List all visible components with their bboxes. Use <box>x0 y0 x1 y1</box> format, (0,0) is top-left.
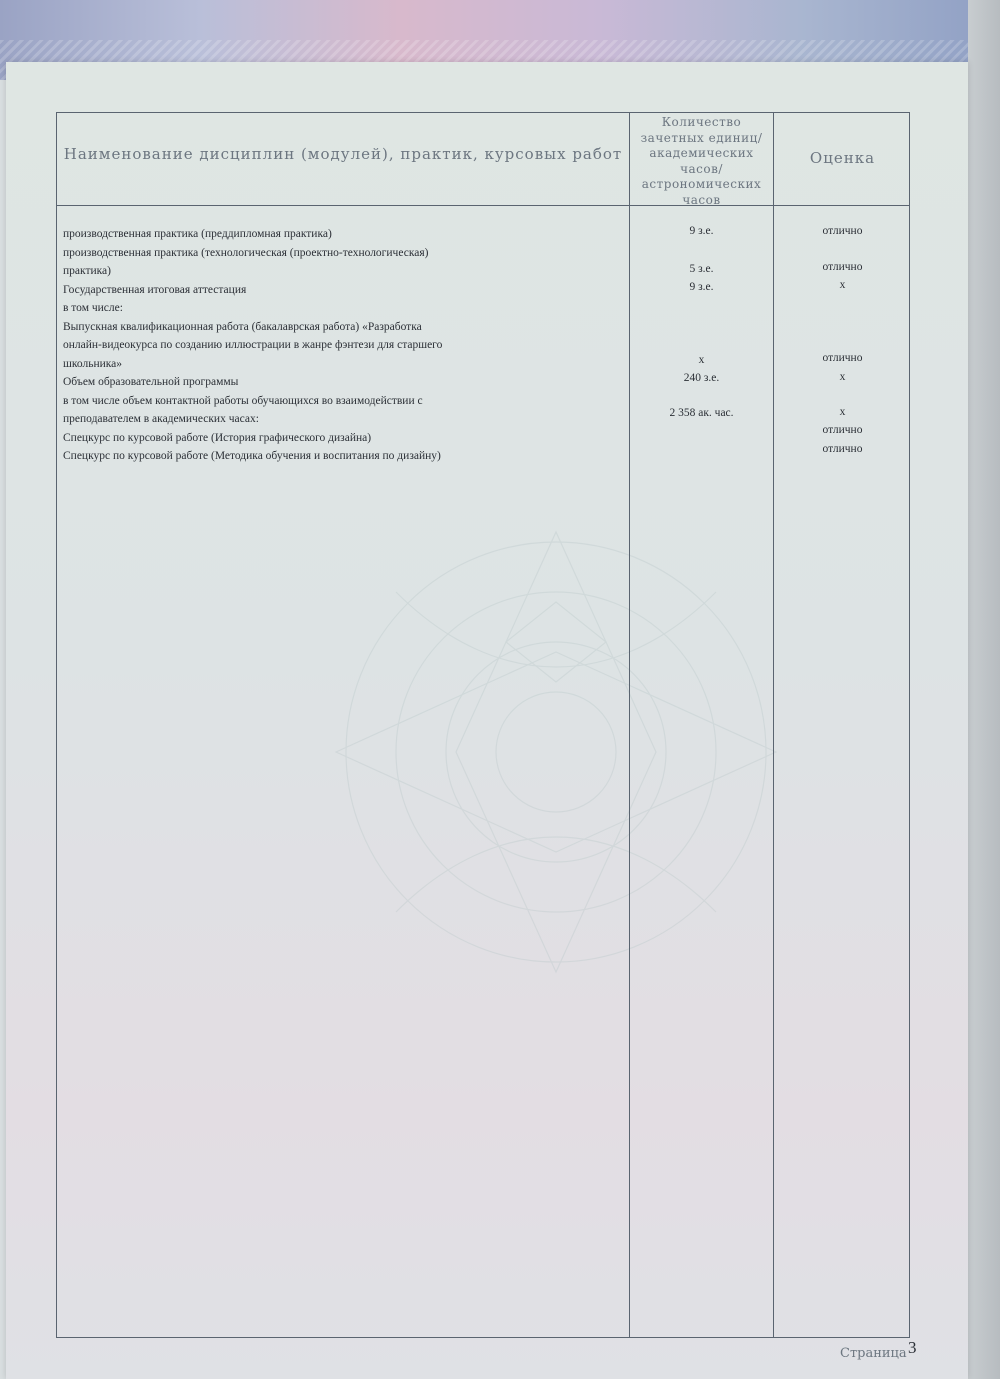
grade-value: отлично <box>822 261 863 273</box>
row-label: школьника» <box>63 358 123 370</box>
row-label: производственная практика (преддипломная практика) <box>63 228 332 240</box>
credit-value: 240 з.е. <box>683 372 720 384</box>
header-grade: Оценка <box>809 149 876 167</box>
row-label: Государственная итоговая аттестация <box>63 284 247 296</box>
credit-value: x <box>698 354 705 366</box>
header-credit-units: Количество зачетных единиц/ академических часов/ астрономических часов <box>640 115 763 207</box>
row-label: Спецкурс по курсовой работе (История графического дизайна) <box>63 432 372 444</box>
grade-value: отлично <box>822 424 863 436</box>
row-label: практика) <box>63 265 111 277</box>
column-divider <box>629 113 630 1337</box>
credit-value: 5 з.е. <box>689 263 714 275</box>
row-label: преподавателем в академических часах: <box>63 413 259 425</box>
row-label: онлайн-видеокурса по созданию иллюстрации в жанре фэнтези для старшего <box>63 339 443 351</box>
page-edge <box>968 0 1000 1379</box>
row-label: в том числе: <box>63 302 123 314</box>
credit-value: 9 з.е. <box>689 281 714 293</box>
header-discipline-name: Наименование дисциплин (модулей), практик, курсовых работ <box>63 145 623 163</box>
grade-value: отлично <box>822 352 863 364</box>
grade-value: отлично <box>822 225 863 237</box>
page-label: Страница <box>840 1346 907 1361</box>
header-divider <box>57 205 909 206</box>
row-label: Выпускная квалификационная работа (бакалаврская работа) «Разработка <box>63 321 422 333</box>
grade-value: x <box>839 279 846 291</box>
grade-value: отлично <box>822 443 863 455</box>
grade-value: x <box>839 406 846 418</box>
column-divider <box>773 113 774 1337</box>
row-label: Объем образовательной программы <box>63 376 239 388</box>
page-number: 3 <box>908 1338 917 1357</box>
row-label: в том числе объем контактной работы обучающихся во взаимодействии с <box>63 395 423 407</box>
credit-value: 9 з.е. <box>689 225 714 237</box>
grades-table <box>56 112 910 1338</box>
credit-value: 2 358 ак. час. <box>669 407 734 419</box>
row-label: Спецкурс по курсовой работе (Методика обучения и воспитания по дизайну) <box>63 450 441 462</box>
grade-value: x <box>839 371 846 383</box>
row-label: производственная практика (технологическая (проектно-технологическая) <box>63 247 429 259</box>
